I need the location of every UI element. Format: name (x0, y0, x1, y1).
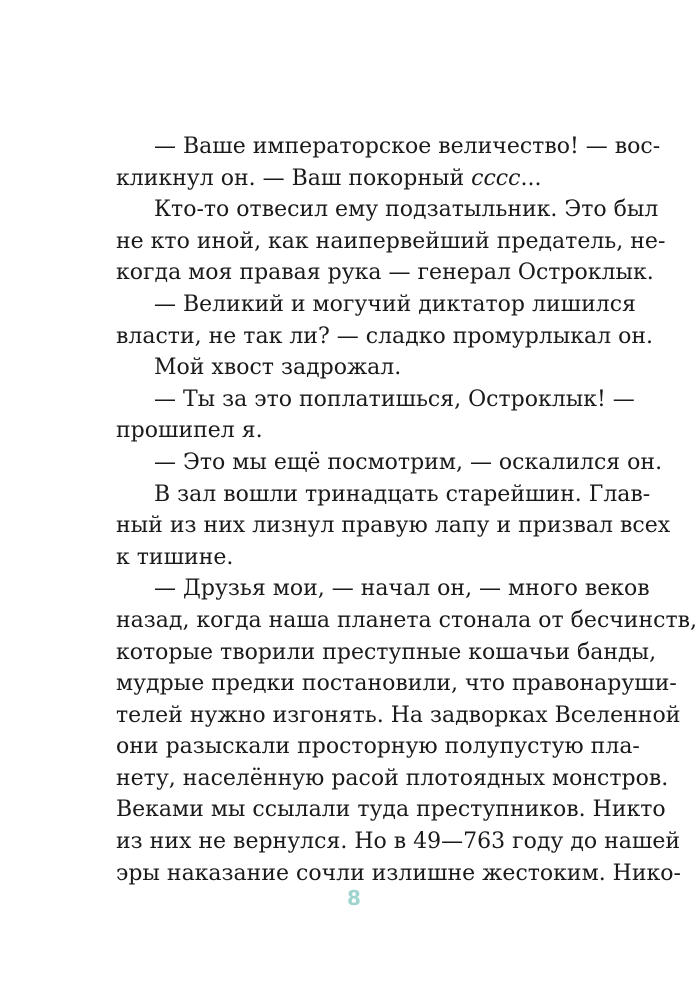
text-line: к тишине. (116, 544, 234, 570)
page-number: 8 (347, 886, 361, 910)
text-line: — Великий и могучий диктатор лишился (154, 291, 636, 317)
text-line: — Это мы ещё посмотрим, — оскалился он. (154, 449, 663, 475)
text-line: они разыскали просторную полупустую пла- (116, 734, 640, 760)
text-line: из них не вернулся. Но в 49—763 году до нашей (116, 829, 681, 855)
text-line: Веками мы ссылали туда преступников. Никто (116, 797, 666, 823)
text-line: прошипел я. (116, 418, 263, 444)
text-line: телей нужно изгонять. На задворках Вселенной (116, 702, 681, 728)
text-line: когда моя правая рука — генерал Остроклык. (116, 260, 654, 286)
italic-fragment: сссс (471, 165, 521, 191)
body-text (116, 131, 698, 889)
text-line: Кто-то отвесил ему подзатыльник. Это был (154, 197, 659, 223)
text-line: власти, не так ли? — сладко промурлыкал он. (116, 323, 654, 349)
text-line: мудрые предки постановили, что правонаруши- (116, 671, 677, 697)
text-line: — Ты за это поплатишься, Остроклык! — (154, 386, 635, 412)
text-line: назад, когда наша планета стонала от бесчинств, (116, 607, 698, 633)
text-line: — Друзья мои, — начал он, — много веков (154, 576, 650, 602)
text-line: кликнул он. — Ваш покорный сссс... (116, 165, 542, 191)
text-line: — Ваше императорское величество! — вос- (154, 134, 661, 159)
text-line: эры наказание сочли излишне жестоким. Нико- (116, 860, 681, 886)
text-line: которые творили преступные кошачьи банды, (116, 639, 657, 665)
text-line: нету, населённую расой плотоядных монстров. (116, 765, 669, 791)
text-line: ный из них лизнул правую лапу и призвал всех (116, 513, 671, 539)
text-line: В зал вошли тринадцать старейшин. Глав- (154, 481, 651, 507)
text-line: Мой хвост задрожал. (154, 355, 402, 381)
text-line: не кто иной, как наипервейший предатель, не- (116, 228, 666, 254)
